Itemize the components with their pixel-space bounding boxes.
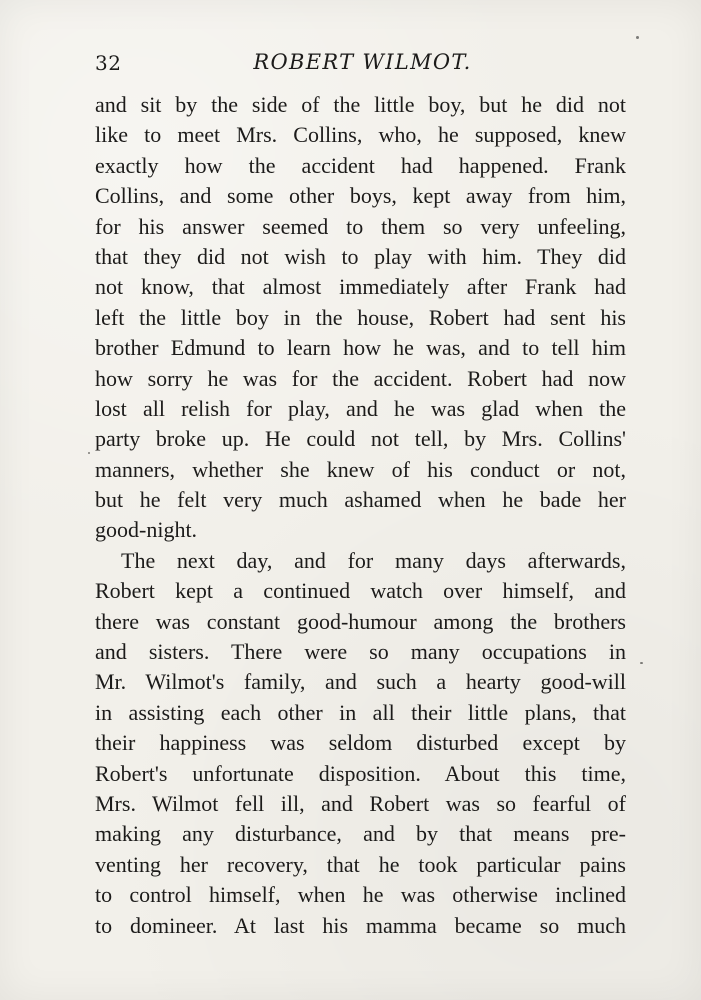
text-line: and sisters. There were so many occupations in <box>95 639 626 665</box>
text-line: party broke up. He could not tell, by Mrs. Collins' <box>95 426 626 452</box>
text-line: to domineer. At last his mamma became so much <box>95 912 626 938</box>
text-line: lost all relish for play, and he was glad when the <box>95 395 626 421</box>
paragraph-1 <box>95 90 626 546</box>
text-line: manners, whether she knew of his conduct or not, <box>95 456 626 482</box>
page-number: 32 <box>95 51 122 75</box>
running-title: ROBERT WILMOT. <box>253 50 472 74</box>
paragraph-2 <box>95 546 626 941</box>
text-line: that they did not wish to play with him. They did <box>95 243 626 269</box>
text-line: Mr. Wilmot's family, and such a hearty good-will <box>95 669 626 695</box>
text-line: Robert's unfortunate disposition. About this time, <box>95 760 626 786</box>
print-speck <box>636 36 639 39</box>
running-head <box>95 50 630 80</box>
text-line: for his answer seemed to them so very unfeeling, <box>95 213 626 239</box>
text-line: there was constant good-humour among the brothers <box>95 608 626 634</box>
body-text <box>95 90 626 941</box>
text-line: left the little boy in the house, Robert had sent his <box>95 304 626 330</box>
text-line: in assisting each other in all their little plans, that <box>95 699 626 725</box>
text-line: how sorry he was for the accident. Robert had now <box>95 365 626 391</box>
text-line: The next day, and for many days afterwards, <box>121 547 626 573</box>
text-line: venting her recovery, that he took particular pains <box>95 851 626 877</box>
text-line: making any disturbance, and by that means pre- <box>95 821 626 847</box>
text-line: their happiness was seldom disturbed except by <box>95 730 626 756</box>
text-line: good-night. <box>95 517 198 543</box>
text-line: Collins, and some other boys, kept away from him, <box>95 183 626 209</box>
text-line: Mrs. Wilmot fell ill, and Robert was so fearful of <box>95 790 626 816</box>
text-line: brother Edmund to learn how he was, and to tell him <box>95 335 626 361</box>
text-line: not know, that almost immediately after Frank had <box>95 274 626 300</box>
print-speck <box>88 452 90 454</box>
text-line: like to meet Mrs. Collins, who, he supposed, knew <box>95 122 626 148</box>
text-line: but he felt very much ashamed when he bade her <box>95 487 626 513</box>
text-line: and sit by the side of the little boy, but he did not <box>95 92 626 117</box>
print-speck <box>640 662 643 664</box>
text-line: exactly how the accident had happened. Frank <box>95 152 626 178</box>
text-line: Robert kept a continued watch over himself, and <box>95 578 626 604</box>
text-line: to control himself, when he was otherwise inclined <box>95 882 626 908</box>
